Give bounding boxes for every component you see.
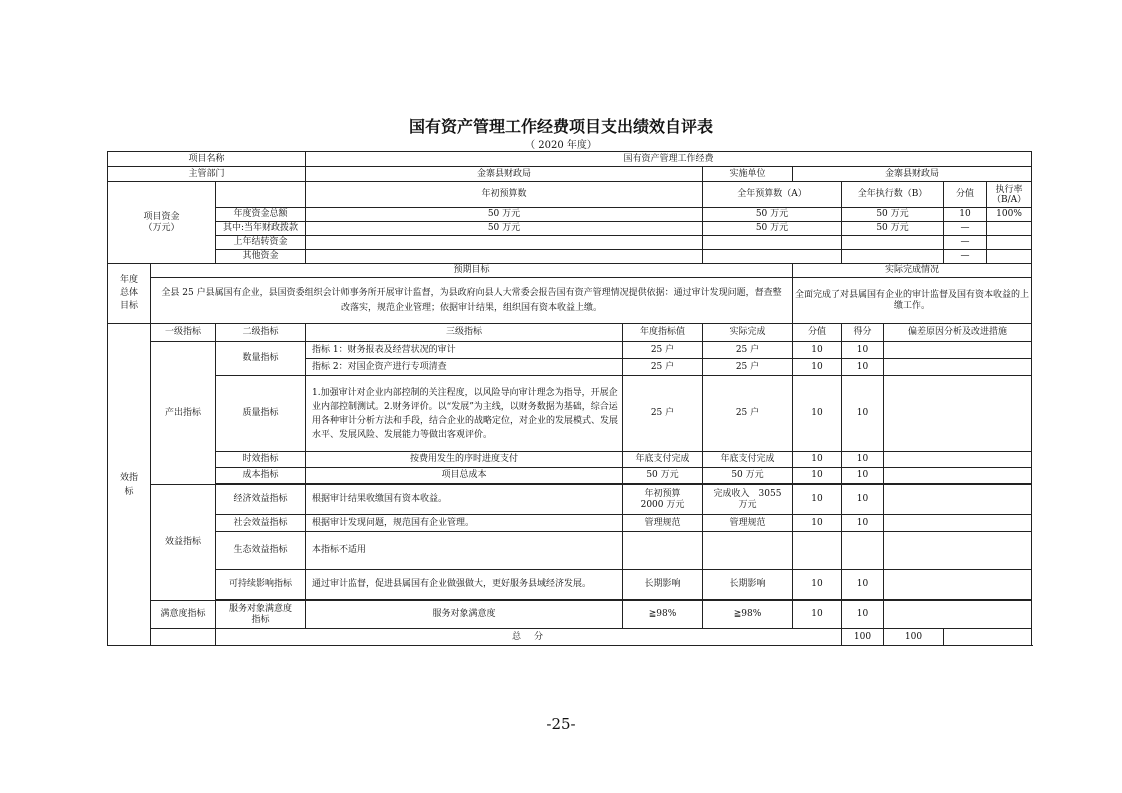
- indicator-value: 10: [793, 570, 842, 600]
- indicator-name: 服务对象满意度: [306, 601, 623, 629]
- funds-row-initial: [306, 250, 703, 264]
- indicator-score: 10: [842, 376, 884, 452]
- funds-header-row: [108, 182, 1032, 208]
- indicator-score: [842, 532, 884, 570]
- header-level2: 二级指标: [216, 324, 306, 342]
- funds-row-exec: [842, 250, 944, 264]
- funds-row-rate: [987, 250, 1032, 264]
- indicator-value: 10: [793, 452, 842, 468]
- timeliness-label: 时效指标: [216, 452, 306, 468]
- indicator-analysis: [884, 468, 1032, 484]
- funds-row-annual: 50 万元: [703, 208, 842, 222]
- indicator-actual: 25 户: [703, 359, 793, 376]
- page-number: -25-: [546, 715, 576, 733]
- funds-row-label: 上年结转资金: [216, 236, 306, 250]
- impl-label: 实施单位: [703, 167, 793, 182]
- satisfaction-label: 满意度指标: [151, 601, 216, 629]
- funds-row: [108, 208, 1032, 222]
- benefit-type-label: 生态效益指标: [216, 532, 306, 570]
- indicator-value: 10: [793, 342, 842, 359]
- indicator-analysis: [884, 376, 1032, 452]
- funds-row-rate: [987, 222, 1032, 236]
- indicator-analysis: [884, 601, 1032, 629]
- quality-label: 质量指标: [216, 376, 306, 452]
- indicator-target: 长期影响: [623, 570, 703, 600]
- indicator-value: 10: [793, 515, 842, 532]
- cost-label: 成本指标: [216, 468, 306, 484]
- indicator-row: [108, 570, 1032, 600]
- header-target: 年度指标值: [623, 324, 703, 342]
- funds-row-rate: [987, 236, 1032, 250]
- total-analysis: [944, 629, 1032, 646]
- indicator-name: 按费用发生的序时进度支付: [306, 452, 623, 468]
- benefit-label: 效益指标: [151, 485, 216, 601]
- funds-row-label: 其他资金: [216, 250, 306, 264]
- funds-row-exec: [842, 236, 944, 250]
- dept-label: 主管部门: [108, 167, 306, 182]
- indicators-header-row: [108, 324, 1032, 342]
- indicator-name: 指标 1：财务报表及经营状况的审计: [306, 342, 623, 359]
- funds-row-rate: 100%: [987, 208, 1032, 222]
- total-value: 100: [842, 629, 884, 646]
- funds-row-label: 其中:当年财政拨款: [216, 222, 306, 236]
- funds-row-annual: [703, 236, 842, 250]
- indicator-score: 10: [842, 485, 884, 515]
- impl-value: 金寨县财政局: [793, 167, 1032, 182]
- indicator-name: 本指标不适用: [306, 532, 623, 570]
- header-actual: 实际完成: [703, 324, 793, 342]
- indicators-label: 效指 标: [108, 324, 151, 646]
- indicator-target: 25 户: [623, 342, 703, 359]
- indicator-name: 项目总成本: [306, 468, 623, 484]
- header-analysis: 偏差原因分析及改进措施: [884, 324, 1032, 342]
- indicator-actual: 年底支付完成: [703, 452, 793, 468]
- dept-value: 金寨县财政局: [306, 167, 703, 182]
- indicator-actual: [703, 532, 793, 570]
- output-label: 产出指标: [151, 342, 216, 485]
- header-value: 分值: [793, 324, 842, 342]
- funds-label: 项目资金 （万元）: [108, 182, 216, 264]
- goals-actual-header: 实际完成情况: [793, 264, 1032, 278]
- indicator-row: [108, 452, 1032, 468]
- indicator-actual: 完成收入 3055 万元: [703, 485, 793, 515]
- page-title: 国有资产管理工作经费项目支出绩效自评表: [408, 117, 713, 136]
- indicator-target: [623, 532, 703, 570]
- indicator-actual: ≧98%: [703, 601, 793, 629]
- indicator-actual: 长期影响: [703, 570, 793, 600]
- funds-header-rate: 执行率 （B/A）: [987, 182, 1032, 208]
- funds-row-initial: 50 万元: [306, 222, 703, 236]
- funds-row: [108, 236, 1032, 250]
- total-blank: [151, 629, 216, 646]
- indicator-score: 10: [842, 452, 884, 468]
- total-row: [108, 629, 1032, 646]
- goals-label: 年度 总体 目标: [108, 264, 151, 324]
- total-label: 总 分: [216, 629, 842, 646]
- indicator-actual: 管理规范: [703, 515, 793, 532]
- funds-header-initial: 年初预算数: [306, 182, 703, 208]
- benefit-type-label: 经济效益指标: [216, 485, 306, 515]
- indicator-analysis: [884, 452, 1032, 468]
- benefit-type-label: 社会效益指标: [216, 515, 306, 532]
- project-name-row: [108, 152, 1032, 167]
- indicator-analysis: [884, 485, 1032, 515]
- funds-row-value: —: [944, 236, 987, 250]
- indicator-score: 10: [842, 601, 884, 629]
- indicator-value: 10: [793, 485, 842, 515]
- department-row: [108, 167, 1032, 182]
- indicator-value: 10: [793, 376, 842, 452]
- quantity-label: 数量指标: [216, 342, 306, 376]
- indicator-target: 年底支付完成: [623, 452, 703, 468]
- indicator-analysis: [884, 515, 1032, 532]
- indicator-actual: 50 万元: [703, 468, 793, 484]
- indicator-score: 10: [842, 515, 884, 532]
- indicator-row: [108, 376, 1032, 452]
- funds-row-exec: 50 万元: [842, 208, 944, 222]
- indicator-name: 指标 2：对国企资产进行专项清查: [306, 359, 623, 376]
- funds-header-exec: 全年执行数（B）: [842, 182, 944, 208]
- indicator-analysis: [884, 570, 1032, 600]
- indicator-name: 根据审计发现问题，规范国有企业管理。: [306, 515, 623, 532]
- satisfaction-type-label: 服务对象满意度 指标: [216, 601, 306, 629]
- funds-row-value: —: [944, 222, 987, 236]
- funds-header-annual: 全年预算数（A）: [703, 182, 842, 208]
- goals-expected: 全县 25 户县属国有企业，县国资委组织会计师事务所开展审计监督，为县政府向县人大常委会报告国有资产管理情况提供依据：通过审计发现问题，督查整改落实，规范企业管理；依据审计结果，组织国有资本收益上缴。: [151, 278, 793, 324]
- project-name-label: 项目名称: [108, 152, 306, 167]
- indicator-row: [108, 515, 1032, 532]
- goals-content-row: [108, 278, 1032, 324]
- indicator-score: 10: [842, 570, 884, 600]
- goals-header-row: [108, 264, 1032, 278]
- funds-header-value: 分值: [944, 182, 987, 208]
- indicator-row: [108, 485, 1032, 515]
- performance-table: [107, 151, 1032, 646]
- indicator-target: 25 户: [623, 376, 703, 452]
- funds-row: [108, 250, 1032, 264]
- indicator-score: 10: [842, 359, 884, 376]
- indicator-value: 10: [793, 468, 842, 484]
- indicator-analysis: [884, 359, 1032, 376]
- report-year: （ 2020 年度）: [525, 140, 597, 151]
- benefit-type-label: 可持续影响指标: [216, 570, 306, 600]
- indicator-score: 10: [842, 468, 884, 484]
- indicator-value: 10: [793, 359, 842, 376]
- indicator-row: [108, 468, 1032, 484]
- funds-row: [108, 222, 1032, 236]
- indicator-value: [793, 532, 842, 570]
- funds-row-initial: [306, 236, 703, 250]
- indicator-analysis: [884, 342, 1032, 359]
- goals-actual: 全面完成了对县属国有企业的审计监督及国有资本收益的上缴工作。: [793, 278, 1032, 324]
- funds-row-value: 10: [944, 208, 987, 222]
- indicator-target: 50 万元: [623, 468, 703, 484]
- funds-row-value: —: [944, 250, 987, 264]
- header-score: 得分: [842, 324, 884, 342]
- indicator-target: 管理规范: [623, 515, 703, 532]
- indicator-actual: 25 户: [703, 342, 793, 359]
- indicator-target: 年初预算 2000 万元: [623, 485, 703, 515]
- goals-expected-header: 预期目标: [151, 264, 793, 278]
- indicator-target: ≧98%: [623, 601, 703, 629]
- indicator-actual: 25 户: [703, 376, 793, 452]
- header-level3: 三级指标: [306, 324, 623, 342]
- total-score: 100: [884, 629, 944, 646]
- funds-row-annual: [703, 250, 842, 264]
- funds-row-initial: 50 万元: [306, 208, 703, 222]
- funds-row-annual: 50 万元: [703, 222, 842, 236]
- funds-row-label: 年度资金总额: [216, 208, 306, 222]
- header-level1: 一级指标: [151, 324, 216, 342]
- project-name: 国有资产管理工作经费: [306, 152, 1032, 167]
- indicator-name: 1.加强审计对企业内部控制的关注程度，以风险导向审计理念为指导，开展企业内部控制测试。2.财务评价。以“发展”为主线，以财务数据为基础，综合运用各种审计分析方法和手段，结合企业的战略定位，对企业的发展模式、发展水平、发展风险、发展能力等做出客观评价。: [306, 376, 623, 452]
- indicator-score: 10: [842, 342, 884, 359]
- indicator-name: 通过审计监督，促进县属国有企业做强做大，更好服务县域经济发展。: [306, 570, 623, 600]
- indicator-value: 10: [793, 601, 842, 629]
- indicator-analysis: [884, 532, 1032, 570]
- indicator-row: [108, 532, 1032, 570]
- indicator-target: 25 户: [623, 359, 703, 376]
- funds-row-exec: 50 万元: [842, 222, 944, 236]
- indicator-row: [108, 342, 1032, 359]
- indicator-row: [108, 601, 1032, 629]
- indicator-name: 根据审计结果收缴国有资本收益。: [306, 485, 623, 515]
